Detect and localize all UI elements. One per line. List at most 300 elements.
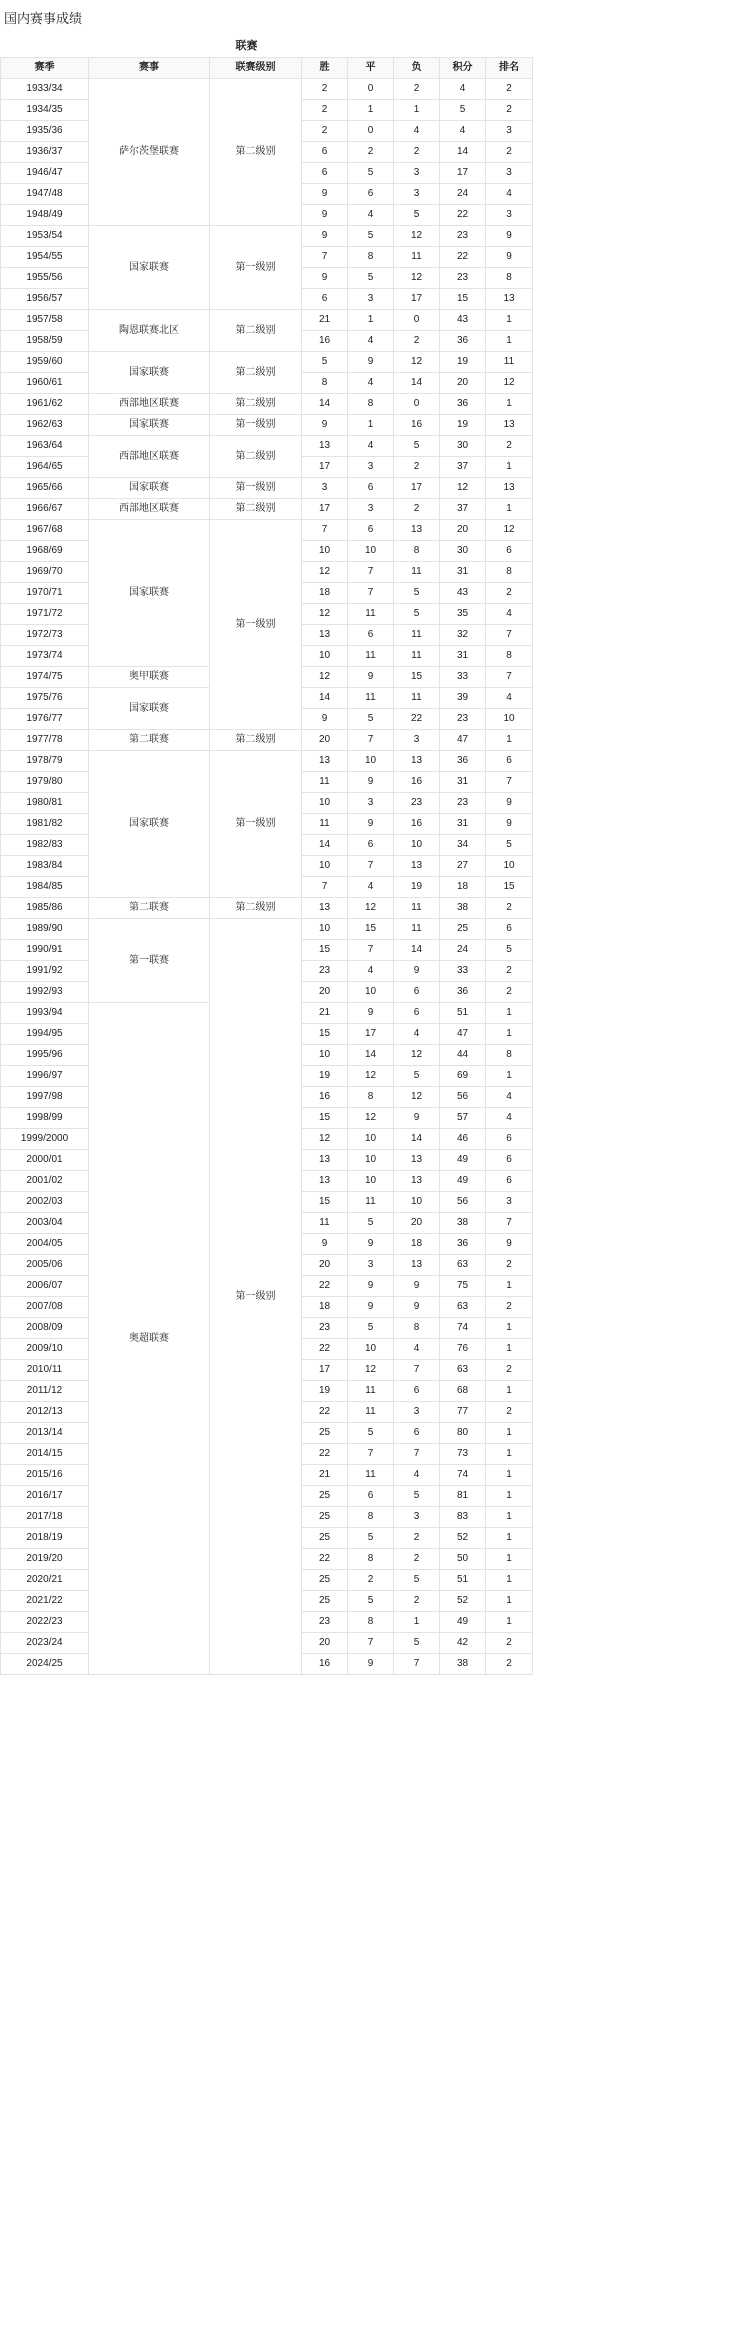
cell-wins: 9 [302,184,348,205]
cell-season: 2016/17 [1,1486,89,1507]
cell-competition: 奥甲联赛 [89,667,210,688]
cell-wins: 23 [302,961,348,982]
cell-losses: 11 [394,919,440,940]
cell-season: 1954/55 [1,247,89,268]
cell-rank: 6 [486,1150,533,1171]
cell-points: 36 [440,331,486,352]
cell-rank: 1 [486,1444,533,1465]
cell-points: 17 [440,163,486,184]
cell-losses: 6 [394,1423,440,1444]
cell-losses: 5 [394,1066,440,1087]
cell-wins: 16 [302,1654,348,1675]
cell-losses: 13 [394,751,440,772]
cell-wins: 14 [302,835,348,856]
column-header-losses: 负 [394,58,440,79]
cell-wins: 11 [302,814,348,835]
cell-points: 42 [440,1633,486,1654]
cell-points: 20 [440,520,486,541]
cell-season: 2024/25 [1,1654,89,1675]
cell-points: 36 [440,394,486,415]
cell-losses: 5 [394,1633,440,1654]
cell-losses: 6 [394,1381,440,1402]
cell-wins: 9 [302,226,348,247]
cell-rank: 2 [486,100,533,121]
cell-rank: 2 [486,961,533,982]
cell-draws: 12 [348,1360,394,1381]
cell-season: 1957/58 [1,310,89,331]
cell-points: 51 [440,1003,486,1024]
cell-rank: 2 [486,1402,533,1423]
cell-competition: 西部地区联赛 [89,499,210,520]
column-header-season: 赛季 [1,58,89,79]
cell-wins: 19 [302,1066,348,1087]
cell-losses: 5 [394,205,440,226]
cell-losses: 5 [394,604,440,625]
cell-losses: 14 [394,940,440,961]
cell-rank: 1 [486,1465,533,1486]
cell-rank: 4 [486,688,533,709]
cell-rank: 1 [486,457,533,478]
cell-rank: 1 [486,730,533,751]
cell-draws: 3 [348,793,394,814]
cell-draws: 10 [348,751,394,772]
cell-wins: 22 [302,1549,348,1570]
table-row [1,730,533,751]
cell-points: 36 [440,1234,486,1255]
cell-rank: 4 [486,184,533,205]
cell-points: 74 [440,1318,486,1339]
cell-points: 36 [440,751,486,772]
cell-rank: 1 [486,1549,533,1570]
cell-losses: 17 [394,478,440,499]
cell-level: 第一级别 [210,226,302,310]
cell-losses: 2 [394,331,440,352]
cell-draws: 1 [348,310,394,331]
cell-losses: 11 [394,646,440,667]
cell-wins: 21 [302,1465,348,1486]
cell-wins: 18 [302,583,348,604]
cell-rank: 10 [486,709,533,730]
cell-rank: 1 [486,1591,533,1612]
cell-draws: 8 [348,394,394,415]
cell-rank: 2 [486,1633,533,1654]
cell-points: 31 [440,814,486,835]
cell-points: 43 [440,583,486,604]
cell-wins: 7 [302,877,348,898]
cell-draws: 3 [348,457,394,478]
cell-draws: 0 [348,121,394,142]
cell-points: 30 [440,436,486,457]
cell-season: 1958/59 [1,331,89,352]
cell-losses: 11 [394,247,440,268]
cell-level: 第二级别 [210,499,302,520]
cell-losses: 13 [394,1255,440,1276]
cell-season: 2000/01 [1,1150,89,1171]
cell-rank: 9 [486,814,533,835]
cell-draws: 4 [348,436,394,457]
cell-draws: 5 [348,1213,394,1234]
cell-wins: 10 [302,793,348,814]
cell-points: 38 [440,898,486,919]
column-header-wins: 胜 [302,58,348,79]
cell-points: 57 [440,1108,486,1129]
cell-wins: 20 [302,730,348,751]
cell-points: 46 [440,1129,486,1150]
cell-losses: 5 [394,1486,440,1507]
cell-rank: 13 [486,415,533,436]
cell-points: 18 [440,877,486,898]
cell-wins: 7 [302,520,348,541]
cell-points: 15 [440,289,486,310]
cell-season: 1985/86 [1,898,89,919]
cell-level: 第二级别 [210,79,302,226]
cell-wins: 12 [302,1129,348,1150]
cell-rank: 7 [486,625,533,646]
cell-wins: 2 [302,79,348,100]
cell-draws: 8 [348,1549,394,1570]
cell-wins: 14 [302,394,348,415]
cell-points: 31 [440,772,486,793]
cell-points: 69 [440,1066,486,1087]
cell-rank: 7 [486,1213,533,1234]
cell-rank: 2 [486,142,533,163]
cell-wins: 23 [302,1318,348,1339]
cell-draws: 1 [348,415,394,436]
cell-draws: 6 [348,1486,394,1507]
cell-season: 1991/92 [1,961,89,982]
cell-rank: 2 [486,1297,533,1318]
cell-draws: 6 [348,835,394,856]
cell-draws: 11 [348,1402,394,1423]
cell-draws: 5 [348,1423,394,1444]
cell-rank: 2 [486,1654,533,1675]
cell-points: 49 [440,1150,486,1171]
cell-draws: 11 [348,688,394,709]
cell-wins: 12 [302,562,348,583]
cell-losses: 7 [394,1360,440,1381]
cell-draws: 9 [348,772,394,793]
table-row [1,79,533,100]
cell-draws: 4 [348,205,394,226]
cell-points: 50 [440,1549,486,1570]
cell-wins: 13 [302,898,348,919]
cell-draws: 10 [348,1339,394,1360]
cell-losses: 8 [394,541,440,562]
cell-season: 1960/61 [1,373,89,394]
cell-wins: 11 [302,772,348,793]
cell-rank: 2 [486,1360,533,1381]
cell-rank: 1 [486,1570,533,1591]
cell-rank: 2 [486,436,533,457]
cell-draws: 7 [348,856,394,877]
cell-level: 第二级别 [210,730,302,751]
cell-wins: 16 [302,1087,348,1108]
cell-season: 1953/54 [1,226,89,247]
cell-wins: 25 [302,1570,348,1591]
cell-wins: 14 [302,688,348,709]
cell-level: 第一级别 [210,478,302,499]
cell-season: 2014/15 [1,1444,89,1465]
cell-wins: 19 [302,1381,348,1402]
cell-rank: 6 [486,1171,533,1192]
table-row [1,352,533,373]
cell-season: 2008/09 [1,1318,89,1339]
column-header-points: 积分 [440,58,486,79]
cell-season: 1956/57 [1,289,89,310]
cell-season: 2020/21 [1,1570,89,1591]
cell-rank: 9 [486,247,533,268]
cell-season: 1961/62 [1,394,89,415]
column-header-draws: 平 [348,58,394,79]
cell-losses: 23 [394,793,440,814]
cell-points: 56 [440,1087,486,1108]
cell-draws: 7 [348,940,394,961]
cell-draws: 6 [348,520,394,541]
cell-rank: 1 [486,1066,533,1087]
cell-season: 1946/47 [1,163,89,184]
cell-draws: 8 [348,1507,394,1528]
cell-rank: 1 [486,1276,533,1297]
cell-rank: 1 [486,1318,533,1339]
cell-points: 63 [440,1255,486,1276]
cell-losses: 13 [394,1171,440,1192]
cell-points: 31 [440,646,486,667]
cell-draws: 5 [348,1318,394,1339]
cell-wins: 21 [302,1003,348,1024]
cell-wins: 8 [302,373,348,394]
cell-losses: 13 [394,1150,440,1171]
cell-losses: 9 [394,1276,440,1297]
cell-points: 63 [440,1297,486,1318]
cell-points: 38 [440,1654,486,1675]
cell-points: 63 [440,1360,486,1381]
cell-rank: 2 [486,79,533,100]
cell-competition: 国家联赛 [89,520,210,667]
cell-draws: 12 [348,1066,394,1087]
cell-wins: 22 [302,1444,348,1465]
cell-draws: 2 [348,1570,394,1591]
cell-competition: 西部地区联赛 [89,394,210,415]
cell-points: 80 [440,1423,486,1444]
cell-wins: 10 [302,541,348,562]
cell-season: 2012/13 [1,1402,89,1423]
cell-losses: 9 [394,1108,440,1129]
cell-draws: 6 [348,478,394,499]
cell-rank: 1 [486,1381,533,1402]
cell-wins: 6 [302,142,348,163]
cell-losses: 20 [394,1213,440,1234]
cell-competition: 国家联赛 [89,688,210,730]
cell-losses: 14 [394,373,440,394]
column-header-competition: 赛事 [89,58,210,79]
cell-rank: 7 [486,772,533,793]
table-row [1,436,533,457]
cell-points: 23 [440,793,486,814]
cell-losses: 3 [394,1402,440,1423]
cell-season: 1981/82 [1,814,89,835]
cell-rank: 2 [486,583,533,604]
cell-competition: 国家联赛 [89,415,210,436]
cell-losses: 11 [394,625,440,646]
cell-season: 1962/63 [1,415,89,436]
column-header-rank: 排名 [486,58,533,79]
table-row [1,751,533,772]
table-row [1,478,533,499]
cell-season: 1978/79 [1,751,89,772]
cell-points: 24 [440,940,486,961]
cell-wins: 15 [302,1024,348,1045]
cell-season: 1967/68 [1,520,89,541]
cell-losses: 10 [394,1192,440,1213]
cell-points: 47 [440,730,486,751]
cell-wins: 13 [302,1171,348,1192]
cell-losses: 11 [394,898,440,919]
cell-rank: 13 [486,478,533,499]
cell-wins: 20 [302,1633,348,1654]
cell-draws: 3 [348,499,394,520]
cell-season: 2013/14 [1,1423,89,1444]
cell-draws: 17 [348,1024,394,1045]
cell-draws: 10 [348,1129,394,1150]
table-row [1,394,533,415]
cell-draws: 11 [348,604,394,625]
cell-losses: 4 [394,1339,440,1360]
cell-wins: 12 [302,604,348,625]
cell-season: 1975/76 [1,688,89,709]
cell-draws: 7 [348,730,394,751]
cell-season: 2005/06 [1,1255,89,1276]
cell-draws: 1 [348,100,394,121]
cell-draws: 9 [348,1234,394,1255]
cell-competition: 国家联赛 [89,352,210,394]
cell-wins: 25 [302,1507,348,1528]
cell-season: 1963/64 [1,436,89,457]
cell-rank: 1 [486,499,533,520]
cell-losses: 4 [394,121,440,142]
cell-draws: 7 [348,1633,394,1654]
cell-season: 1977/78 [1,730,89,751]
cell-draws: 10 [348,541,394,562]
cell-draws: 12 [348,1108,394,1129]
cell-season: 1989/90 [1,919,89,940]
cell-losses: 4 [394,1024,440,1045]
cell-losses: 9 [394,961,440,982]
cell-draws: 4 [348,961,394,982]
cell-losses: 1 [394,100,440,121]
cell-wins: 2 [302,100,348,121]
cell-rank: 1 [486,1486,533,1507]
cell-season: 2010/11 [1,1360,89,1381]
cell-draws: 5 [348,1591,394,1612]
cell-wins: 9 [302,415,348,436]
cell-season: 1935/36 [1,121,89,142]
cell-points: 76 [440,1339,486,1360]
cell-rank: 9 [486,793,533,814]
cell-wins: 21 [302,310,348,331]
cell-wins: 10 [302,919,348,940]
cell-draws: 9 [348,1297,394,1318]
table-row [1,919,533,940]
cell-losses: 7 [394,1444,440,1465]
cell-losses: 7 [394,1654,440,1675]
cell-points: 49 [440,1612,486,1633]
cell-rank: 6 [486,1129,533,1150]
cell-wins: 15 [302,940,348,961]
cell-rank: 13 [486,289,533,310]
cell-wins: 9 [302,268,348,289]
cell-points: 24 [440,184,486,205]
cell-losses: 9 [394,1297,440,1318]
cell-points: 56 [440,1192,486,1213]
cell-draws: 9 [348,1654,394,1675]
cell-wins: 5 [302,352,348,373]
cell-losses: 11 [394,562,440,583]
cell-points: 36 [440,982,486,1003]
cell-wins: 6 [302,289,348,310]
cell-season: 1997/98 [1,1087,89,1108]
cell-draws: 10 [348,1171,394,1192]
cell-rank: 1 [486,331,533,352]
cell-season: 1993/94 [1,1003,89,1024]
cell-points: 4 [440,79,486,100]
cell-level: 第二级别 [210,352,302,394]
cell-competition: 第一联赛 [89,919,210,1003]
cell-draws: 6 [348,184,394,205]
cell-draws: 3 [348,1255,394,1276]
cell-rank: 8 [486,1045,533,1066]
cell-points: 83 [440,1507,486,1528]
cell-losses: 2 [394,499,440,520]
cell-losses: 2 [394,1591,440,1612]
cell-season: 1984/85 [1,877,89,898]
cell-rank: 8 [486,268,533,289]
cell-level: 第一级别 [210,520,302,730]
table-row [1,520,533,541]
cell-rank: 12 [486,373,533,394]
cell-draws: 9 [348,1003,394,1024]
cell-draws: 9 [348,814,394,835]
cell-rank: 1 [486,1339,533,1360]
cell-points: 49 [440,1171,486,1192]
cell-wins: 6 [302,163,348,184]
cell-level: 第一级别 [210,919,302,1675]
cell-wins: 16 [302,331,348,352]
table-row [1,226,533,247]
cell-draws: 11 [348,1381,394,1402]
column-header-level: 联赛级别 [210,58,302,79]
cell-rank: 5 [486,940,533,961]
cell-rank: 3 [486,205,533,226]
cell-losses: 6 [394,982,440,1003]
cell-rank: 4 [486,604,533,625]
cell-draws: 7 [348,562,394,583]
cell-season: 1995/96 [1,1045,89,1066]
cell-season: 2017/18 [1,1507,89,1528]
cell-losses: 19 [394,877,440,898]
cell-season: 2019/20 [1,1549,89,1570]
cell-wins: 13 [302,751,348,772]
cell-season: 2004/05 [1,1234,89,1255]
cell-wins: 15 [302,1108,348,1129]
cell-wins: 13 [302,1150,348,1171]
cell-losses: 5 [394,583,440,604]
cell-competition: 国家联赛 [89,226,210,310]
cell-competition: 奥超联赛 [89,1003,210,1675]
cell-losses: 5 [394,1570,440,1591]
cell-draws: 10 [348,1150,394,1171]
cell-rank: 1 [486,310,533,331]
cell-rank: 11 [486,352,533,373]
